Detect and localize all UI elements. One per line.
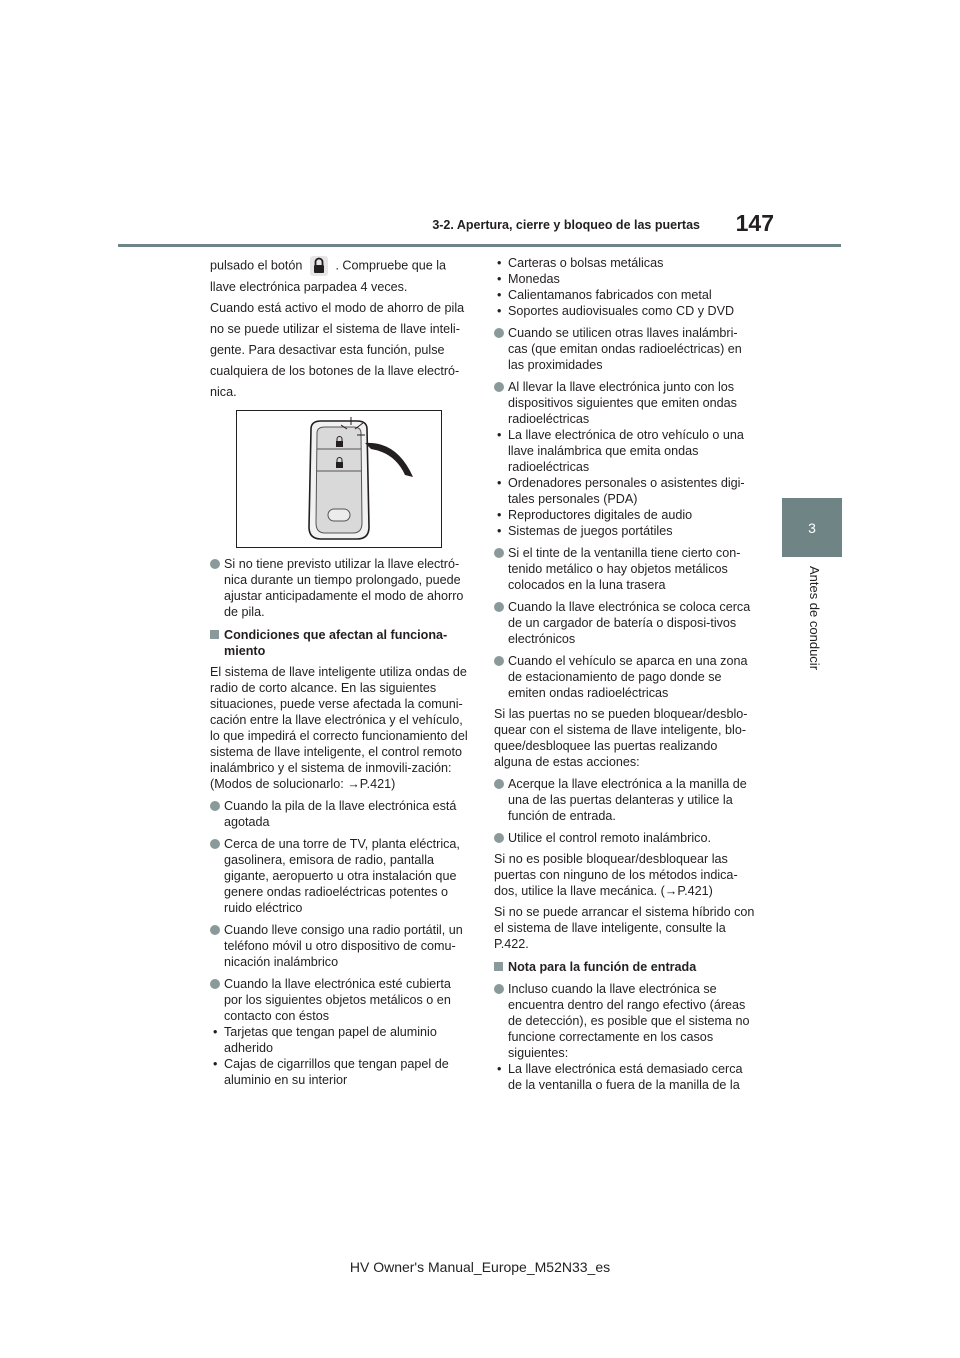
- sub-list-item: • Ordenadores personales o asistentes digi-tales personales (PDA): [497, 476, 745, 506]
- intro-line: Cuando está activo el modo de ahorro de pila: [210, 301, 465, 315]
- bullet-dot-icon: [494, 779, 504, 789]
- intro-first-line: [210, 255, 472, 277]
- left-column: [210, 255, 472, 1088]
- list-item: [210, 836, 472, 916]
- section-title: 3-2. Apertura, cierre y bloqueo de las puertas: [432, 218, 700, 232]
- lock-button-icon: [309, 255, 329, 277]
- sub-list-item: • Monedas: [497, 272, 560, 286]
- sub-list-item: • Sistemas de juegos portátiles: [497, 524, 673, 538]
- section-heading: [210, 627, 472, 659]
- bullet-dot-icon: [210, 839, 220, 849]
- heading-text: Condiciones que afectan al funciona-miento: [224, 628, 448, 658]
- intro-line: llave electrónica parpadea 4 veces.: [210, 280, 408, 294]
- footer-text: HV Owner's Manual_Europe_M52N33_es: [349, 1259, 611, 1275]
- bullet-text: Cuando la llave electrónica se coloca cerca de un cargador de batería o disposi-tivos electrónicos: [508, 600, 751, 646]
- intro-line: no se puede utilizar el sistema de llave inteli-: [210, 322, 460, 336]
- list-item: [494, 379, 756, 427]
- square-bullet-icon: [494, 962, 503, 971]
- paragraph: Si no se puede arrancar el sistema híbrido con el sistema de llave inteligente, consulte la P.422.: [494, 905, 755, 951]
- bullet-text: Cuando se utilicen otras llaves inalámbri-cas (que emitan ondas radioeléctricas) en las proximidades: [508, 326, 742, 372]
- header-rule: [118, 244, 841, 247]
- bullet-text: Si el tinte de la ventanilla tiene cierto con-tenido metálico o hay objetos metálicos colocados en la luna trasera: [508, 546, 741, 592]
- list-item: [210, 798, 472, 830]
- bullet-dot-icon: [210, 925, 220, 935]
- intro-line: nica.: [210, 385, 237, 399]
- bullet-text: Cuando la pila de la llave electrónica está agotada: [224, 799, 457, 829]
- intro-text-a: pulsado el botón: [210, 258, 303, 273]
- list-item: [494, 776, 756, 824]
- list-item: [210, 976, 472, 1024]
- sub-list-item: • Carteras o bolsas metálicas: [497, 256, 664, 270]
- sub-list-item: • La llave electrónica está demasiado cerca de la ventanilla o fuera de la manilla de la: [497, 1062, 743, 1092]
- bullet-dot-icon: [494, 602, 504, 612]
- square-bullet-icon: [210, 630, 219, 639]
- intro-text-b: . Compruebe que la: [335, 258, 447, 273]
- intro-line: gente. Para desactivar esta función, pulse: [210, 343, 445, 357]
- bullet-dot-icon: [210, 979, 220, 989]
- bullet-text: Al llevar la llave electrónica junto con los dispositivos siguientes que emiten ondas radioeléctricas: [508, 380, 737, 426]
- list-item: [210, 556, 472, 620]
- paragraph: Si no es posible bloquear/desbloquear las puertas con ninguno de los métodos indica-dos, utilice la llave mecánica. (→P.421): [494, 852, 738, 898]
- sub-list-item: • Calientamanos fabricados con metal: [497, 288, 712, 302]
- intro-line: cualquiera de los botones de la llave electró-: [210, 364, 460, 378]
- sub-list-item: • Soportes audiovisuales como CD y DVD: [497, 304, 735, 318]
- bullet-dot-icon: [494, 833, 504, 843]
- sub-list-item: • Tarjetas que tengan papel de aluminio adherido: [213, 1025, 437, 1055]
- bullet-text: Cuando el vehículo se aparca en una zona de estacionamiento de pago donde se emiten ondas radioeléctricas: [508, 654, 748, 700]
- list-item: [494, 653, 756, 701]
- list-item: [494, 830, 756, 846]
- bullet-dot-icon: [494, 656, 504, 666]
- sub-list-item: • La llave electrónica de otro vehículo o una llave inalámbrica que emita ondas radioeléctricas: [497, 428, 744, 474]
- chapter-label: Antes de conducir: [807, 565, 822, 671]
- heading-text: Nota para la función de entrada: [508, 960, 697, 974]
- key-fob-icon: [237, 411, 441, 547]
- paragraph: El sistema de llave inteligente utiliza ondas de radio de corto alcance. En las siguientes situaciones, puede verse afectada la comuni-cación entre la llave electrónica y el vehículo, lo que impedirá el correcto funcionamiento del sistema de llave inteligente, el control remoto inalámbrico y el sistema de inmovili-zación: (Modos de solucionarlo: →P.421): [210, 665, 468, 791]
- list-item: [210, 922, 472, 970]
- section-heading: [494, 959, 756, 975]
- bullet-text: Si no tiene previsto utilizar la llave electró-nica durante un tiempo prolongado, puede ajustar anticipadamente el modo de ahorro de pila.: [224, 557, 464, 619]
- bullet-dot-icon: [210, 559, 220, 569]
- bullet-text: Cerca de una torre de TV, planta eléctrica, gasolinera, emisora de radio, pantalla gigante, aeropuerto u otra instalación que genere ondas radioeléctricas potentes o ruido eléctrico: [224, 837, 460, 915]
- sub-list-item: • Cajas de cigarrillos que tengan papel de aluminio en su interior: [213, 1057, 449, 1087]
- bullet-text: Cuando lleve consigo una radio portátil, un teléfono móvil u otro dispositivo de comu-nicación inalámbrico: [224, 923, 463, 969]
- bullet-text: Cuando la llave electrónica esté cubierta por los siguientes objetos metálicos o en contacto con éstos: [224, 977, 451, 1023]
- bullet-dot-icon: [494, 548, 504, 558]
- chapter-tab: [782, 498, 842, 557]
- right-column: [494, 255, 756, 1093]
- bullet-text: Acerque la llave electrónica a la manilla de una de las puertas delanteras y utilice la función de entrada.: [508, 777, 747, 823]
- chapter-number: 3: [808, 519, 816, 536]
- list-item: [494, 599, 756, 647]
- bullet-text: Utilice el control remoto inalámbrico.: [508, 831, 711, 845]
- key-fob-illustration: [236, 410, 442, 548]
- bullet-dot-icon: [494, 382, 504, 392]
- list-item: [494, 325, 756, 373]
- list-item: [494, 981, 756, 1061]
- list-item: [494, 545, 756, 593]
- paragraph: Si las puertas no se pueden bloquear/desblo-quear con el sistema de llave inteligente, blo-quee/desbloquee las puertas realizando alguna de estas acciones:: [494, 707, 748, 769]
- bullet-dot-icon: [494, 328, 504, 338]
- bullet-dot-icon: [494, 984, 504, 994]
- bullet-dot-icon: [210, 801, 220, 811]
- sub-list-item: • Reproductores digitales de audio: [497, 508, 693, 522]
- bullet-text: Incluso cuando la llave electrónica se encuentra dentro del rango efectivo (áreas de detección), es posible que el sistema no funcione correctamente en los casos siguientes:: [508, 982, 750, 1060]
- page-number: 147: [735, 210, 774, 236]
